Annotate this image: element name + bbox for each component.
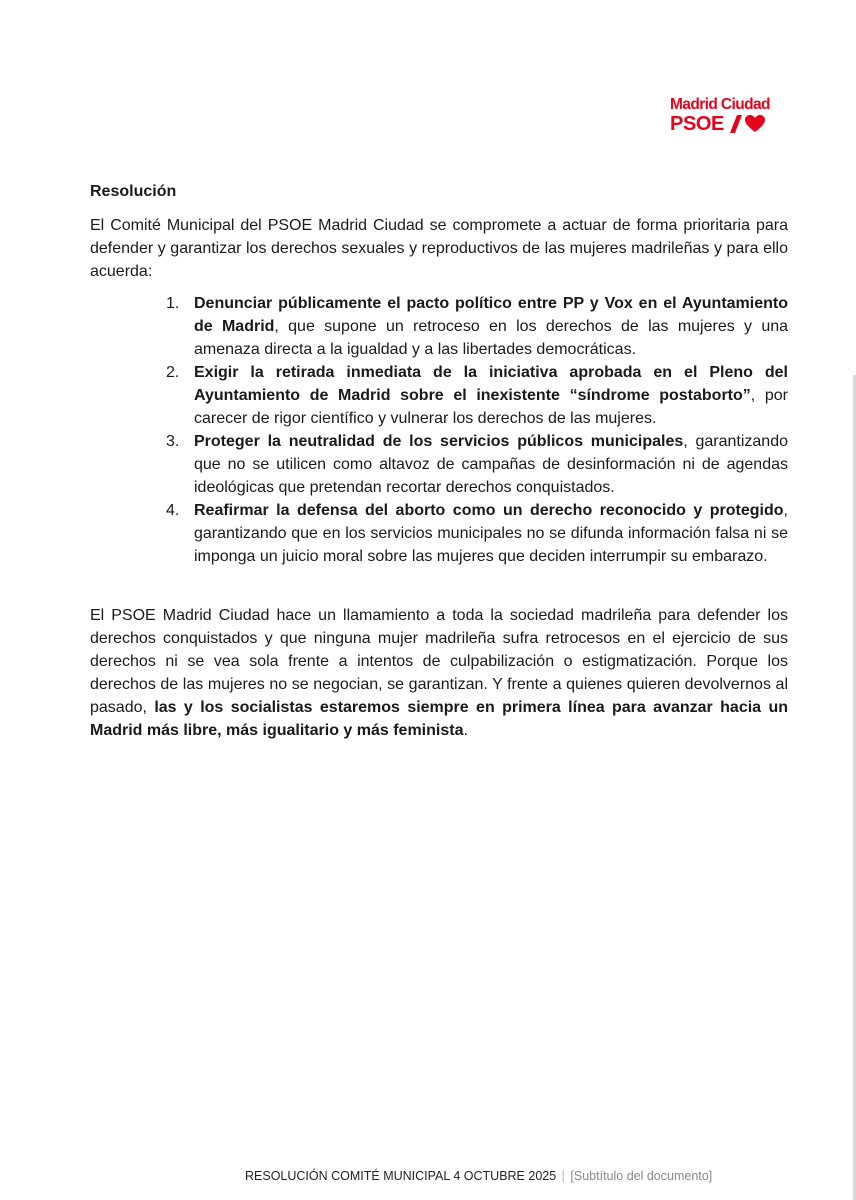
psoe-madrid-logo [670, 97, 780, 137]
logo-party-row [670, 113, 765, 135]
closing-bold-text: las y los socialistas estaremos siempre en primera línea para avanzar hacia un Madrid más libre, más igualitario y más feminista [90, 699, 788, 739]
agreement-number: 1. [166, 295, 180, 312]
agreement-item [166, 430, 789, 499]
closing-paragraph [90, 604, 788, 742]
agreement-text: , por carecer de rigor científico y vulnerar los derechos de las mujeres. [194, 387, 789, 427]
closing-end: . [463, 722, 468, 739]
slash-icon [730, 115, 742, 133]
agreement-text: , que supone un retroceso en los derechos de las mujeres y una amenaza directa a la igualdad y a las libertades democráticas. [194, 318, 789, 358]
agreement-number: 3. [166, 433, 180, 450]
logo-city-text: Madrid Ciudad [670, 96, 770, 113]
agreement-bold-text: Denunciar públicamente el pacto político entre PP y Vox en el Ayuntamiento de Madrid [194, 295, 788, 335]
agreement-bold-text: Exigir la retirada inmediata de la iniciativa aprobada en el Pleno del Ayuntamiento de Madrid sobre el inexistente “síndrome postaborto” [194, 364, 788, 404]
heart-icon [745, 115, 765, 133]
document-body [90, 180, 788, 742]
agreement-number: 4. [166, 502, 180, 519]
closing-text: El PSOE Madrid Ciudad hace un llamamiento a toda la sociedad madrileña para defender los derechos conquistados y que ninguna mujer madrileña sufra retrocesos en el ejercicio de sus derechos ni se vea sola frente a intentos de culpabilización o estigmatización. Porque los derechos de las mujeres no se negocian, se garantizan. Y frente a quienes quieren devolvernos al pasado, [90, 607, 788, 716]
page-footer [245, 1169, 712, 1183]
agreement-bold-text: Proteger la neutralidad de los servicios públicos municipales [194, 433, 684, 450]
agreement-text: , garantizando que no se utilicen como altavoz de campañas de desinformación ni de agendas ideológicas que pretendan recortar derechos conquistados. [194, 433, 789, 496]
logo-party-text: PSOE [670, 113, 724, 135]
agreement-item [166, 361, 789, 430]
agreement-item [166, 292, 789, 361]
agreement-item [166, 499, 788, 568]
agreements-list [166, 292, 788, 568]
agreement-number: 2. [166, 364, 180, 381]
agreement-bold-text: Reafirmar la defensa del aborto como un derecho reconocido y protegido [194, 502, 784, 519]
agreement-text: , garantizando que en los servicios municipales no se difunda información falsa ni se imponga un juicio moral sobre las mujeres que deciden interrumpir su embarazo. [194, 502, 788, 565]
footer-subtitle: [Subtítulo del documento] [570, 1169, 713, 1183]
resolution-heading: Resolución [90, 183, 177, 200]
footer-title: RESOLUCIÓN COMITÉ MUNICIPAL 4 OCTUBRE 2025 [245, 1169, 557, 1183]
intro-paragraph: El Comité Municipal del PSOE Madrid Ciudad se compromete a actuar de forma prioritaria para defender y garantizar los derechos sexuales y reproductivos de las mujeres madrileñas y para ello acuerda: [90, 217, 788, 280]
footer-separator: | [561, 1169, 565, 1183]
